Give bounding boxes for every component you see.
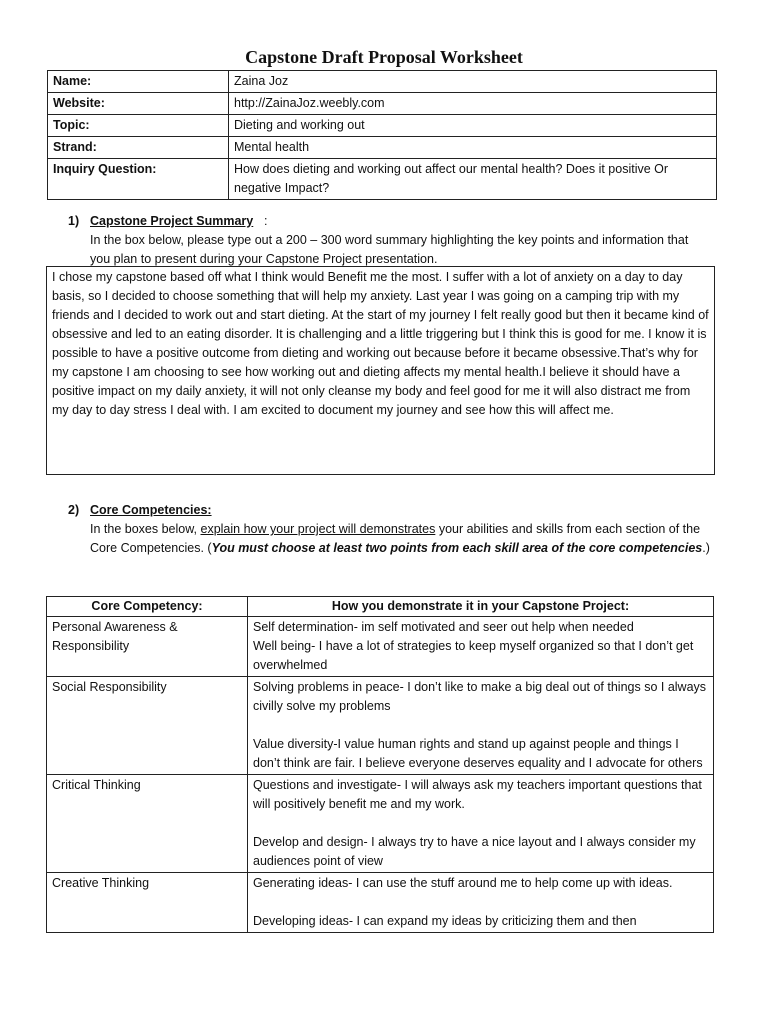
table-row bbox=[47, 775, 714, 873]
competency-name: Social Responsibility bbox=[47, 677, 248, 775]
spacer bbox=[253, 814, 708, 833]
summary-textbox[interactable]: I chose my capstone based off what I think would Benefit me the most. I suffer with a lot of anxiety on a day to day basis, so I decided to choose something that will help my anxiety. Last year I was going on a camping trip with my friends and I decided to work out and start dieting. At the start of my journey I felt really good but then it became kind of obsessive and led to an eating disorder. It is challenging and a little triggering but I think this is good for me. I know it is possible to have a positive outcome from dieting and working out because before it became obsessive.That’s why for my capstone I am choosing to see how working out and dieting affects my mental health.I believe it should have a positive impact on my daily anxiety, it will not only cleanse my body and feel good for me it will also distract me from my day to day stress I deal with. I am excited to document my journey and see how this will affect me. bbox=[46, 266, 715, 475]
demonstration-point: Questions and investigate- I will always ask my teachers important questions that will positively benefit me and my work. bbox=[253, 778, 702, 811]
demonstration-point: Developing ideas- I can expand my ideas by criticizing them and then bbox=[253, 914, 637, 928]
inquiry-question-value: How does dieting and working out affect our mental health? Does it positive Or negative Impact? bbox=[229, 159, 717, 200]
col-header-competency: Core Competency: bbox=[47, 597, 248, 617]
section-heading bbox=[90, 212, 253, 231]
competency-demonstration[interactable] bbox=[248, 617, 714, 677]
table-row bbox=[47, 677, 714, 775]
table-row bbox=[47, 873, 714, 933]
demonstration-point: Develop and design- I always try to have a nice layout and I always consider my audiences point of view bbox=[253, 835, 696, 868]
topic-label: Topic: bbox=[48, 115, 229, 137]
competency-name: Personal Awareness & Responsibility bbox=[47, 617, 248, 677]
core-competencies-section bbox=[68, 501, 718, 581]
demonstration-point: Generating ideas- I can use the stuff around me to help come up with ideas. bbox=[253, 876, 673, 890]
table-row bbox=[48, 137, 717, 159]
website-label: Website: bbox=[48, 93, 229, 115]
competency-demonstration[interactable] bbox=[248, 775, 714, 873]
heading-colon: : bbox=[264, 214, 268, 228]
col-header-demonstration: How you demonstrate it in your Capstone Project: bbox=[248, 597, 714, 617]
strand-label: Strand: bbox=[48, 137, 229, 159]
table-row bbox=[48, 115, 717, 137]
table-row bbox=[48, 93, 717, 115]
summary-heading: Capstone Project Summary bbox=[90, 214, 254, 228]
demonstration-point: Well being- I have a lot of strategies to keep myself organized so that I don’t get overwhelmed bbox=[253, 639, 694, 672]
inquiry-question-label: Inquiry Question: bbox=[48, 159, 229, 200]
table-header-row bbox=[47, 597, 714, 617]
section-number: 1) bbox=[68, 214, 80, 228]
competency-demonstration[interactable] bbox=[248, 873, 714, 933]
competency-name: Critical Thinking bbox=[47, 775, 248, 873]
core-competencies-table bbox=[46, 596, 714, 933]
section-number: 2) bbox=[68, 503, 80, 517]
strand-value: Mental health bbox=[229, 137, 717, 159]
demonstration-point: Value diversity-I value human rights and stand up against people and things I don’t think are fair. I believe everyone deserves equality and I advocate for others bbox=[253, 737, 703, 770]
student-info-table bbox=[47, 70, 717, 200]
spacer bbox=[253, 893, 708, 912]
topic-value: Dieting and working out bbox=[229, 115, 717, 137]
spacer bbox=[253, 716, 708, 735]
website-value: http://ZainaJoz.weebly.com bbox=[229, 93, 717, 115]
demonstration-point: Solving problems in peace- I don’t like to make a big deal out of things so I always civilly solve my problems bbox=[253, 680, 707, 713]
instr-bold-italic: You must choose at least two points from each skill area of the core competencies bbox=[211, 541, 703, 555]
core-competencies-instructions bbox=[90, 520, 710, 558]
name-value: Zaina Joz bbox=[229, 71, 717, 93]
instr-underlined: explain how your project will demonstrates bbox=[200, 522, 436, 536]
summary-instructions: In the box below, please type out a 200 – 300 word summary highlighting the key points and information that you plan to present during your Capstone Project presentation. bbox=[90, 233, 689, 266]
core-competencies-heading: Core Competencies: bbox=[90, 503, 212, 517]
demonstration-point: Self determination- im self motivated and seer out help when needed bbox=[253, 620, 634, 634]
instr-text: In the boxes below, bbox=[90, 522, 201, 536]
instr-text: your abilities and skills from each section of the Core Competencies. ( bbox=[90, 522, 701, 555]
worksheet-title: Capstone Draft Proposal Worksheet bbox=[245, 47, 523, 67]
competency-name: Creative Thinking bbox=[47, 873, 248, 933]
summary-section bbox=[68, 212, 718, 266]
instr-text: .) bbox=[702, 541, 710, 555]
table-row bbox=[47, 617, 714, 677]
competency-demonstration[interactable] bbox=[248, 677, 714, 775]
name-label: Name: bbox=[48, 71, 229, 93]
table-row bbox=[48, 71, 717, 93]
table-row bbox=[48, 159, 717, 200]
